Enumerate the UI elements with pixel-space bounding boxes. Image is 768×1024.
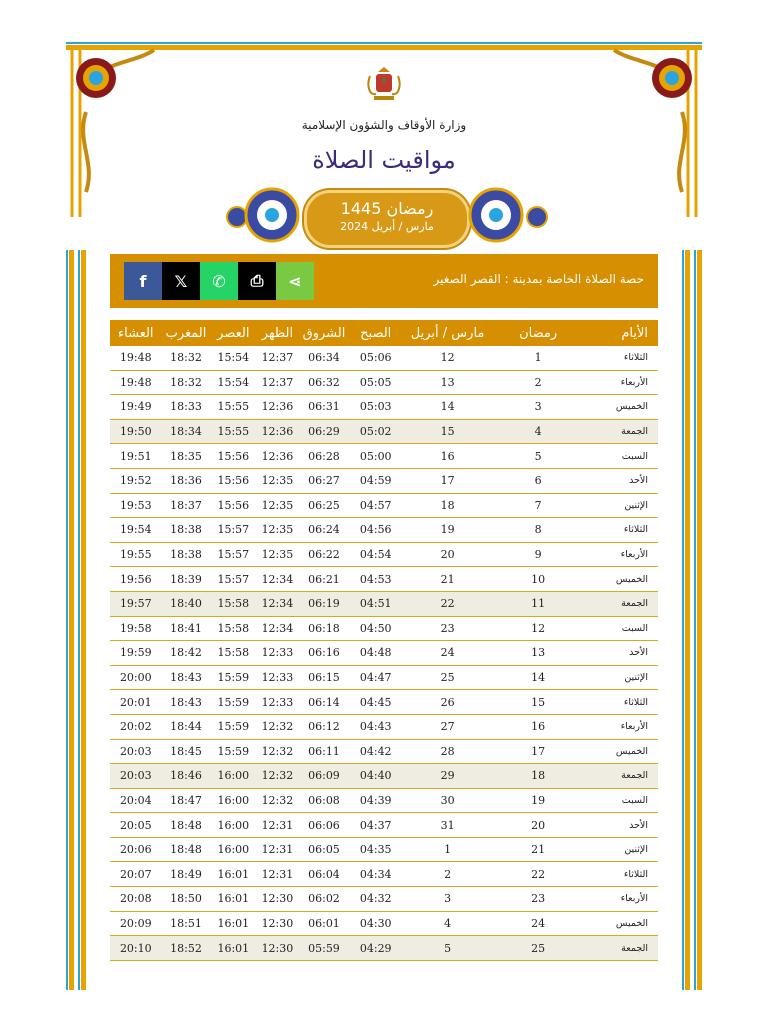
- table-cell: 1: [402, 837, 493, 862]
- x-icon: 𝕏: [174, 271, 188, 291]
- table-cell: 20: [493, 813, 583, 838]
- table-cell: 16:01: [210, 862, 256, 887]
- table-cell: 12:36: [256, 395, 298, 420]
- table-cell: 06:05: [299, 837, 350, 862]
- table-cell: 12:34: [256, 591, 298, 616]
- table-cell: 06:31: [299, 395, 350, 420]
- table-cell: 18:40: [162, 591, 211, 616]
- table-cell: 20:03: [110, 739, 162, 764]
- table-cell: 04:42: [349, 739, 402, 764]
- table-cell: 18:36: [162, 468, 211, 493]
- table-cell: 14: [402, 395, 493, 420]
- table-cell: 06:11: [299, 739, 350, 764]
- table-cell: 05:00: [349, 444, 402, 469]
- table-row: [110, 665, 658, 690]
- table-cell: 04:57: [349, 493, 402, 518]
- print-button[interactable]: [238, 262, 276, 300]
- table-row: [110, 911, 658, 936]
- table-cell: 15:54: [210, 346, 256, 370]
- corner-ornament-right: [602, 42, 702, 222]
- table-cell: 24: [402, 641, 493, 666]
- rosette-left-icon: [244, 187, 300, 243]
- table-cell: 11: [493, 591, 583, 616]
- column-header: العصر: [210, 320, 256, 346]
- table-cell: 19:57: [110, 591, 162, 616]
- table-cell: 12:35: [256, 542, 298, 567]
- table-cell: 06:06: [299, 813, 350, 838]
- table-cell: 15:56: [210, 468, 256, 493]
- table-row: [110, 518, 658, 543]
- table-cell: 04:40: [349, 764, 402, 789]
- table-cell: 18:32: [162, 346, 211, 370]
- table-cell: 20:00: [110, 665, 162, 690]
- table-cell: 04:53: [349, 567, 402, 592]
- table-cell: 20:03: [110, 764, 162, 789]
- table-cell: 18: [493, 764, 583, 789]
- table-cell: 12:37: [256, 370, 298, 395]
- table-cell: 06:16: [299, 641, 350, 666]
- table-cell: الإثنين: [583, 493, 658, 518]
- table-cell: السبت: [583, 616, 658, 641]
- table-cell: 15:59: [210, 714, 256, 739]
- table-cell: 15:59: [210, 739, 256, 764]
- table-cell: 19:51: [110, 444, 162, 469]
- table-cell: 18:35: [162, 444, 211, 469]
- table-cell: الأحد: [583, 813, 658, 838]
- table-cell: السبت: [583, 444, 658, 469]
- table-cell: 15:56: [210, 444, 256, 469]
- table-cell: 18:43: [162, 665, 211, 690]
- table-cell: 06:25: [299, 493, 350, 518]
- table-row: [110, 690, 658, 715]
- table-row: [110, 739, 658, 764]
- table-row: [110, 837, 658, 862]
- table-cell: 15:54: [210, 370, 256, 395]
- table-cell: 18:39: [162, 567, 211, 592]
- table-cell: 16:00: [210, 788, 256, 813]
- table-cell: 19:58: [110, 616, 162, 641]
- table-cell: 5: [493, 444, 583, 469]
- table-row: [110, 714, 658, 739]
- table-cell: 05:59: [299, 936, 350, 961]
- page-title: مواقيت الصلاة: [312, 146, 456, 174]
- table-cell: 26: [402, 690, 493, 715]
- table-cell: 06:34: [299, 346, 350, 370]
- table-cell: 06:15: [299, 665, 350, 690]
- table-cell: 05:05: [349, 370, 402, 395]
- table-cell: 18:52: [162, 936, 211, 961]
- share-icon: ⋖: [288, 271, 302, 291]
- banner-dot-right: [526, 206, 548, 228]
- table-cell: 19:49: [110, 395, 162, 420]
- table-cell: 19:56: [110, 567, 162, 592]
- table-cell: 3: [402, 887, 493, 912]
- table-cell: 12:34: [256, 567, 298, 592]
- table-cell: الخميس: [583, 911, 658, 936]
- table-cell: 05:02: [349, 419, 402, 444]
- table-cell: 06:09: [299, 764, 350, 789]
- table-cell: 15:55: [210, 419, 256, 444]
- table-cell: 19:48: [110, 346, 162, 370]
- column-header: الأيام: [583, 320, 658, 346]
- table-cell: الجمعة: [583, 764, 658, 789]
- table-cell: 19:55: [110, 542, 162, 567]
- table-cell: الأربعاء: [583, 714, 658, 739]
- table-cell: الأربعاء: [583, 887, 658, 912]
- table-row: [110, 936, 658, 961]
- table-cell: 15:58: [210, 616, 256, 641]
- column-header: الشروق: [299, 320, 350, 346]
- table-cell: السبت: [583, 788, 658, 813]
- table-cell: 18:32: [162, 370, 211, 395]
- table-cell: 25: [493, 936, 583, 961]
- table-cell: 06:18: [299, 616, 350, 641]
- table-cell: 31: [402, 813, 493, 838]
- table-cell: 18:45: [162, 739, 211, 764]
- table-cell: 12:35: [256, 468, 298, 493]
- frame-right: [694, 250, 702, 990]
- rosette-right-icon: [468, 187, 524, 243]
- table-cell: 12:31: [256, 837, 298, 862]
- table-cell: 12:30: [256, 887, 298, 912]
- table-cell: 16:00: [210, 837, 256, 862]
- table-cell: 06:12: [299, 714, 350, 739]
- table-cell: 17: [493, 739, 583, 764]
- table-cell: 4: [493, 419, 583, 444]
- x-share-button[interactable]: [162, 262, 200, 300]
- table-cell: 16:01: [210, 887, 256, 912]
- table-cell: 18:48: [162, 813, 211, 838]
- table-cell: 16:00: [210, 813, 256, 838]
- table-cell: 18:34: [162, 419, 211, 444]
- table-cell: 18:37: [162, 493, 211, 518]
- facebook-icon: f: [139, 271, 147, 291]
- table-cell: 06:14: [299, 690, 350, 715]
- table-cell: 20:06: [110, 837, 162, 862]
- table-cell: الثلاثاء: [583, 690, 658, 715]
- table-cell: 04:30: [349, 911, 402, 936]
- table-cell: 04:39: [349, 788, 402, 813]
- frame-left: [66, 250, 74, 990]
- table-cell: 22: [402, 591, 493, 616]
- moroccan-emblem-icon: [364, 66, 404, 112]
- table-cell: 12:30: [256, 911, 298, 936]
- table-cell: 04:54: [349, 542, 402, 567]
- table-cell: 16:00: [210, 764, 256, 789]
- table-cell: 04:34: [349, 862, 402, 887]
- table-cell: 12:33: [256, 641, 298, 666]
- table-cell: 4: [402, 911, 493, 936]
- table-cell: 13: [493, 641, 583, 666]
- table-cell: 15: [493, 690, 583, 715]
- table-cell: الأربعاء: [583, 370, 658, 395]
- table-row: [110, 567, 658, 592]
- table-cell: 9: [493, 542, 583, 567]
- table-cell: 04:48: [349, 641, 402, 666]
- table-cell: 04:29: [349, 936, 402, 961]
- table-cell: 12:36: [256, 444, 298, 469]
- table-cell: 06:19: [299, 591, 350, 616]
- column-header: الظهر: [256, 320, 298, 346]
- table-row: [110, 813, 658, 838]
- table-cell: 20:04: [110, 788, 162, 813]
- table-cell: 18:42: [162, 641, 211, 666]
- table-cell: 7: [493, 493, 583, 518]
- table-cell: 20: [402, 542, 493, 567]
- table-cell: 15:59: [210, 690, 256, 715]
- table-cell: 3: [493, 395, 583, 420]
- table-cell: 12:32: [256, 739, 298, 764]
- table-cell: 06:28: [299, 444, 350, 469]
- table-cell: 05:03: [349, 395, 402, 420]
- table-cell: 20:02: [110, 714, 162, 739]
- table-cell: 19:52: [110, 468, 162, 493]
- table-cell: 18:50: [162, 887, 211, 912]
- table-row: [110, 641, 658, 666]
- table-cell: 04:59: [349, 468, 402, 493]
- whatsapp-icon: ✆: [212, 271, 226, 291]
- gregorian-months: مارس / أبريل 2024: [340, 220, 434, 233]
- table-cell: 12:32: [256, 764, 298, 789]
- table-cell: الجمعة: [583, 419, 658, 444]
- table-row: [110, 591, 658, 616]
- table-cell: 18:51: [162, 911, 211, 936]
- table-cell: 04:47: [349, 665, 402, 690]
- table-row: [110, 395, 658, 420]
- ministry-name: وزارة الأوقاف والشؤون الإسلامية: [301, 118, 467, 132]
- table-cell: 25: [402, 665, 493, 690]
- city-bar: [110, 254, 658, 308]
- table-cell: الجمعة: [583, 591, 658, 616]
- table-cell: الثلاثاء: [583, 518, 658, 543]
- facebook-share-button[interactable]: [124, 262, 162, 300]
- table-cell: 19: [493, 788, 583, 813]
- table-cell: 04:35: [349, 837, 402, 862]
- table-cell: 13: [402, 370, 493, 395]
- table-cell: 19: [402, 518, 493, 543]
- table-cell: 10: [493, 567, 583, 592]
- table-cell: 8: [493, 518, 583, 543]
- column-header: الصبح: [349, 320, 402, 346]
- table-header-row: [110, 320, 658, 346]
- table-cell: 12:33: [256, 690, 298, 715]
- table-row: [110, 788, 658, 813]
- table-cell: 21: [402, 567, 493, 592]
- table-row: [110, 370, 658, 395]
- table-cell: 19:53: [110, 493, 162, 518]
- table-cell: الأحد: [583, 641, 658, 666]
- table-row: [110, 468, 658, 493]
- table-cell: 15:58: [210, 641, 256, 666]
- table-cell: 12:30: [256, 936, 298, 961]
- table-cell: 12:36: [256, 419, 298, 444]
- table-cell: 18:47: [162, 788, 211, 813]
- table-cell: 28: [402, 739, 493, 764]
- printer-icon: ⎙: [250, 271, 264, 290]
- table-cell: 16:01: [210, 936, 256, 961]
- share-button[interactable]: [276, 262, 314, 300]
- table-cell: 1: [493, 346, 583, 370]
- column-header: المغرب: [162, 320, 211, 346]
- table-cell: 14: [493, 665, 583, 690]
- table-cell: 06:27: [299, 468, 350, 493]
- table-cell: 18:44: [162, 714, 211, 739]
- table-cell: 2: [402, 862, 493, 887]
- table-cell: الخميس: [583, 739, 658, 764]
- table-cell: 18:38: [162, 542, 211, 567]
- table-cell: 06:02: [299, 887, 350, 912]
- table-cell: 16: [402, 444, 493, 469]
- table-cell: 15:56: [210, 493, 256, 518]
- table-cell: 19:48: [110, 370, 162, 395]
- table-cell: 12:31: [256, 862, 298, 887]
- table-row: [110, 887, 658, 912]
- table-cell: 24: [493, 911, 583, 936]
- table-row: [110, 419, 658, 444]
- table-row: [110, 444, 658, 469]
- table-cell: 18:49: [162, 862, 211, 887]
- table-cell: الجمعة: [583, 936, 658, 961]
- table-cell: الأربعاء: [583, 542, 658, 567]
- table-cell: 23: [402, 616, 493, 641]
- table-cell: 12: [493, 616, 583, 641]
- table-cell: 18:33: [162, 395, 211, 420]
- table-cell: الخميس: [583, 395, 658, 420]
- table-cell: الإثنين: [583, 665, 658, 690]
- table-cell: 18: [402, 493, 493, 518]
- table-cell: 15:55: [210, 395, 256, 420]
- corner-ornament-left: [66, 42, 166, 222]
- column-header: العشاء: [110, 320, 162, 346]
- table-cell: 22: [493, 862, 583, 887]
- table-cell: 12:35: [256, 518, 298, 543]
- table-cell: 06:04: [299, 862, 350, 887]
- table-cell: 12:34: [256, 616, 298, 641]
- table-cell: 18:43: [162, 690, 211, 715]
- table-cell: 30: [402, 788, 493, 813]
- table-cell: 06:08: [299, 788, 350, 813]
- table-cell: الثلاثاء: [583, 346, 658, 370]
- table-cell: 6: [493, 468, 583, 493]
- table-cell: 20:01: [110, 690, 162, 715]
- table-row: [110, 764, 658, 789]
- table-cell: 04:37: [349, 813, 402, 838]
- table-row: [110, 493, 658, 518]
- table-cell: 18:41: [162, 616, 211, 641]
- table-cell: 19:50: [110, 419, 162, 444]
- table-cell: 18:46: [162, 764, 211, 789]
- table-cell: 15:59: [210, 665, 256, 690]
- table-cell: 29: [402, 764, 493, 789]
- table-cell: الثلاثاء: [583, 862, 658, 887]
- table-cell: 06:29: [299, 419, 350, 444]
- table-cell: 15:58: [210, 591, 256, 616]
- table-cell: 20:09: [110, 911, 162, 936]
- table-cell: 06:22: [299, 542, 350, 567]
- prayer-times-table: [110, 320, 658, 961]
- table-cell: 12:31: [256, 813, 298, 838]
- table-cell: 20:05: [110, 813, 162, 838]
- table-cell: 15:57: [210, 567, 256, 592]
- table-cell: 16:01: [210, 911, 256, 936]
- table-cell: 04:50: [349, 616, 402, 641]
- column-header: مارس / أبريل: [402, 320, 493, 346]
- table-cell: 12:37: [256, 346, 298, 370]
- frame-left-inner: [78, 250, 86, 990]
- table-cell: 18:38: [162, 518, 211, 543]
- table-row: [110, 862, 658, 887]
- table-cell: 12: [402, 346, 493, 370]
- table-cell: 23: [493, 887, 583, 912]
- table-cell: 15:57: [210, 542, 256, 567]
- table-cell: 06:24: [299, 518, 350, 543]
- table-cell: 5: [402, 936, 493, 961]
- table-cell: الإثنين: [583, 837, 658, 862]
- table-row: [110, 616, 658, 641]
- frame-right-inner: [682, 250, 690, 990]
- table-cell: 06:01: [299, 911, 350, 936]
- whatsapp-share-button[interactable]: [200, 262, 238, 300]
- table-cell: 12:33: [256, 665, 298, 690]
- table-cell: 06:21: [299, 567, 350, 592]
- table-cell: 21: [493, 837, 583, 862]
- table-cell: 20:10: [110, 936, 162, 961]
- table-cell: 19:59: [110, 641, 162, 666]
- table-cell: 04:51: [349, 591, 402, 616]
- table-cell: 12:35: [256, 493, 298, 518]
- hijri-month: رمضان 1445: [340, 199, 434, 218]
- table-cell: 20:07: [110, 862, 162, 887]
- table-cell: 12:32: [256, 788, 298, 813]
- ramadan-banner: [304, 190, 470, 248]
- table-cell: 17: [402, 468, 493, 493]
- table-row: [110, 346, 658, 370]
- table-cell: 19:54: [110, 518, 162, 543]
- table-cell: 15: [402, 419, 493, 444]
- table-cell: الخميس: [583, 567, 658, 592]
- table-cell: 18:48: [162, 837, 211, 862]
- table-cell: 15:57: [210, 518, 256, 543]
- table-cell: 04:43: [349, 714, 402, 739]
- table-cell: 12:32: [256, 714, 298, 739]
- table-cell: 16: [493, 714, 583, 739]
- table-cell: 2: [493, 370, 583, 395]
- city-label: حصة الصلاة الخاصة بمدينة : القصر الصغير: [433, 272, 644, 286]
- table-row: [110, 542, 658, 567]
- column-header: رمضان: [493, 320, 583, 346]
- table-cell: 06:32: [299, 370, 350, 395]
- table-cell: 05:06: [349, 346, 402, 370]
- table-cell: 27: [402, 714, 493, 739]
- table-cell: 04:32: [349, 887, 402, 912]
- table-cell: الأحد: [583, 468, 658, 493]
- table-cell: 04:56: [349, 518, 402, 543]
- table-cell: 20:08: [110, 887, 162, 912]
- table-cell: 04:45: [349, 690, 402, 715]
